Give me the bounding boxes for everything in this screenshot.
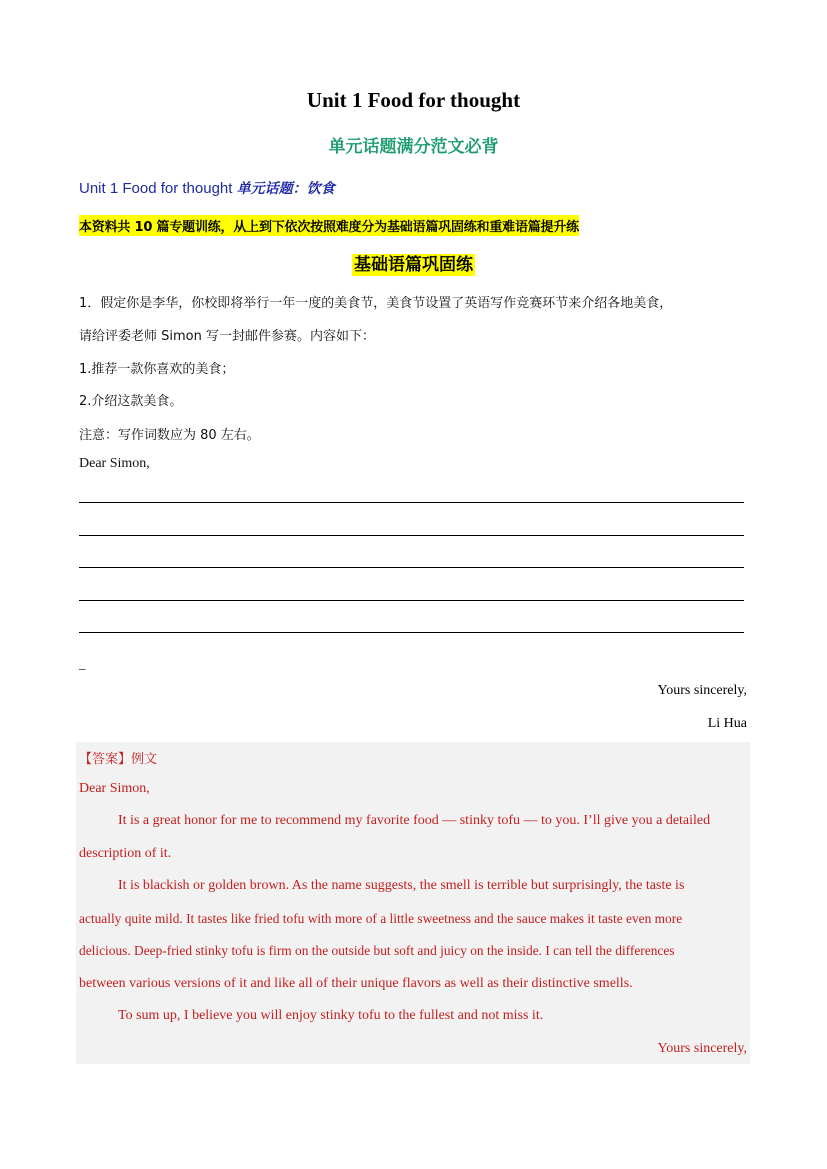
- answer-greeting: Dear Simon,: [79, 781, 150, 796]
- writing-line: [79, 567, 744, 568]
- writing-line: [79, 535, 744, 536]
- writing-line: [79, 502, 744, 503]
- question-line: 请给评委老师 Simon 写一封邮件参赛。内容如下：: [79, 329, 375, 344]
- section-heading-text: 基础语篇巩固练: [354, 255, 473, 275]
- blank-marker: _: [79, 656, 86, 671]
- question-line: 注意：写作词数应为 80 左右。: [79, 428, 260, 443]
- letter-closing: Yours sincerely,: [657, 683, 747, 698]
- answer-line: It is blackish or golden brown. As the name suggests, the smell is terrible but surprisingly, the taste is: [118, 878, 685, 893]
- unit-topic: [79, 178, 335, 198]
- unit-topic-chinese: 单元话题：饮食: [236, 181, 335, 197]
- writing-line: [79, 600, 744, 601]
- answer-line: between various versions of it and like all of their unique flavors as well as their distinctive smells.: [79, 976, 633, 991]
- answer-line: It is a great honor for me to recommend my favorite food — stinky tofu — to you. I’ll give you a detailed: [118, 813, 711, 828]
- question-line: 2.介绍这款美食。: [79, 394, 183, 409]
- answer-label: 【答案】例文: [79, 752, 158, 767]
- letter-greeting: Dear Simon,: [79, 456, 150, 471]
- unit-topic-english: Unit 1 Food for thought: [79, 180, 237, 197]
- question-line: 1.推荐一款你喜欢的美食；: [79, 362, 235, 377]
- answer-line: actually quite mild. It tastes like fried tofu with more of a little sweetness and the sauce makes it taste even more: [79, 911, 683, 926]
- letter-signature: Li Hua: [707, 716, 747, 731]
- section-heading: [0, 250, 827, 275]
- answer-line: To sum up, I believe you will enjoy stinky tofu to the fullest and not miss it.: [118, 1008, 544, 1023]
- answer-closing: Yours sincerely,: [657, 1041, 747, 1056]
- writing-line: [79, 632, 744, 633]
- question-line: 1．假定你是李华，你校即将举行一年一度的美食节，美食节设置了英语写作竞赛环节来介绍各地美食，: [79, 296, 673, 311]
- page-subtitle: 单元话题满分范文必背: [328, 137, 499, 157]
- page-title: Unit 1 Food for thought: [306, 88, 521, 112]
- answer-line: description of it.: [79, 846, 172, 861]
- answer-line: delicious. Deep-fried stinky tofu is firm on the outside but soft and juicy on the inside. I can tell the differences: [79, 943, 675, 958]
- intro-highlight: 本资料共 10 篇专题训练，从上到下依次按照难度分为基础语篇巩固练和重难语篇提升练: [79, 215, 579, 236]
